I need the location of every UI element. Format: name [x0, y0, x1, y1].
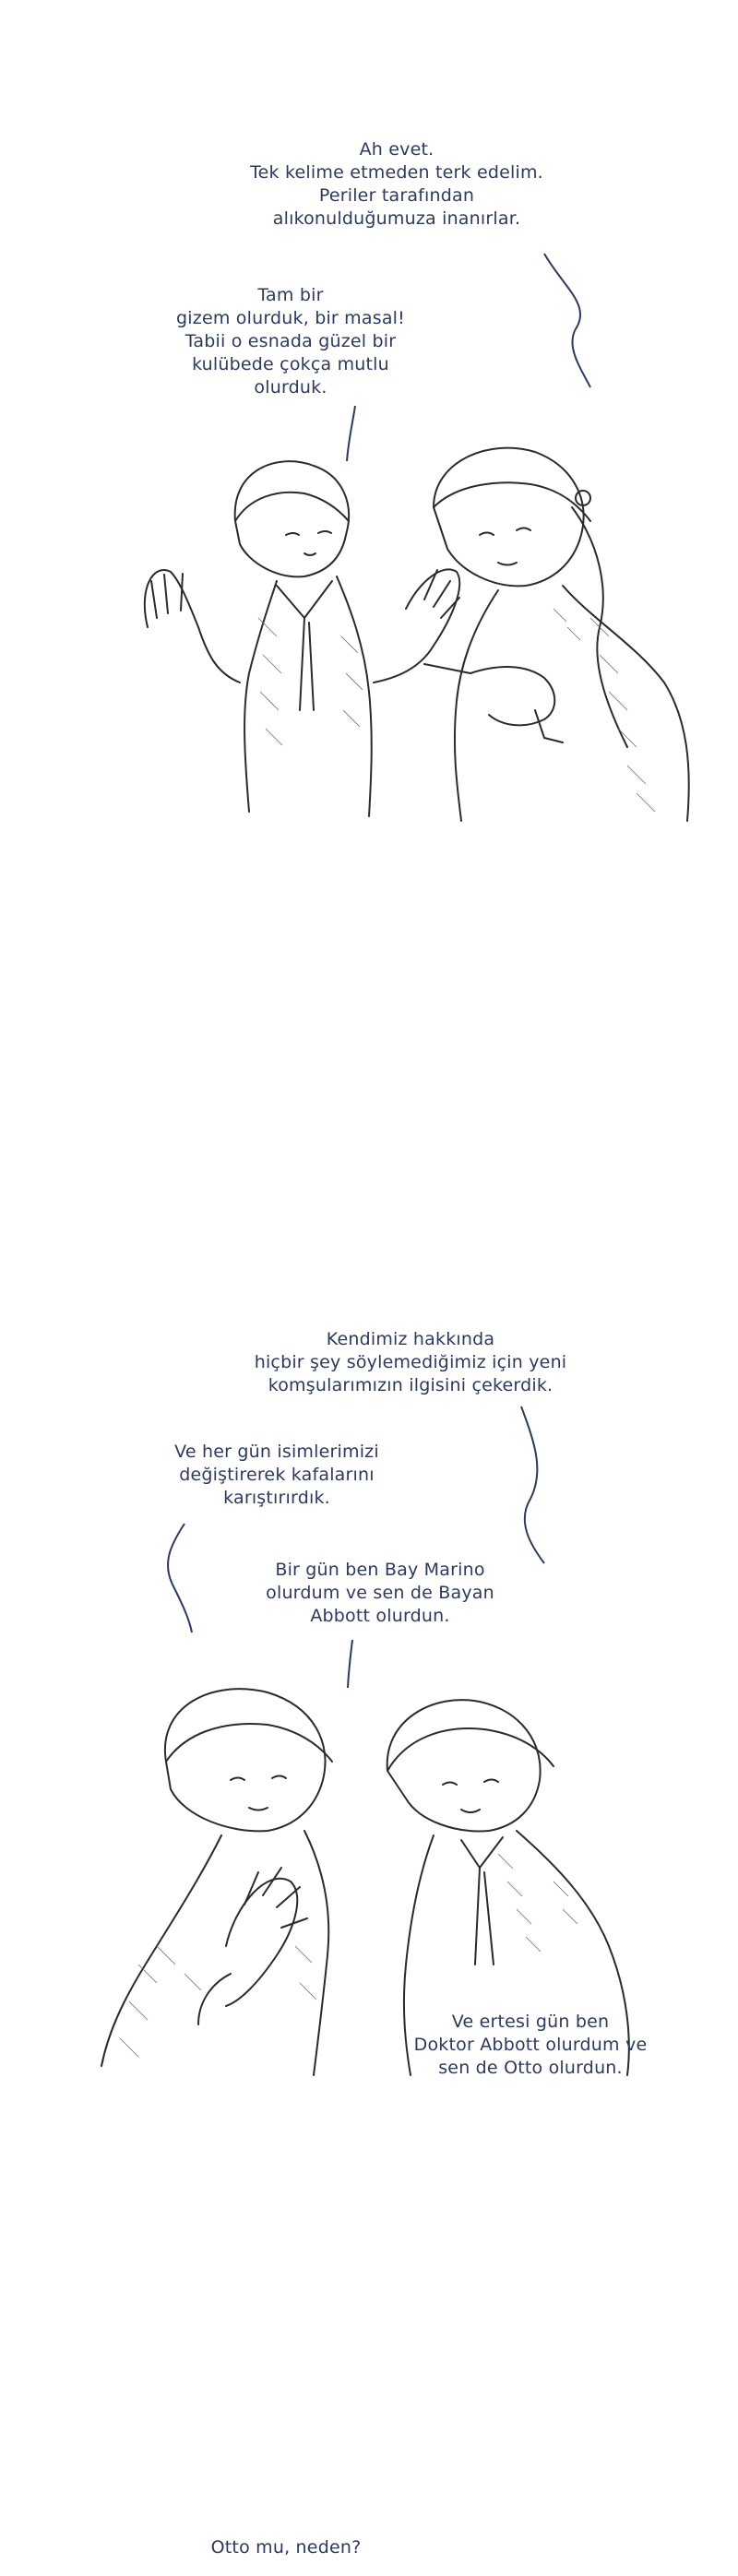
panel-1 — [0, 0, 738, 830]
speech-bubble-ah-evet: Ah evet. Tek kelime etmeden terk edelim. Periler tarafından alıkonulduğumuza inanırlar. — [250, 139, 543, 229]
speech-bubble-kendimiz-hakkinda: Kendimiz hakkında hiçbir şey söylemediğimiz için yeni komşularımızın ilgisini çekerdik. — [254, 1329, 567, 1395]
speech-bubble-tam-bir-gizem: Tam bir gizem olurduk, bir masal! Tabii o esnada güzel bir kulübede çokça mutlu olurduk. — [176, 285, 405, 398]
speech-bubble-ve-ertesi-gun: Ve ertesi gün ben Doktor Abbott olurdum ve sen de Otto olurdun. — [413, 2012, 648, 2078]
speech-bubble-ve-her-gun: Ve her gün isimlerimizi değiştirerek kafalarını karıştırırdık. — [174, 1442, 379, 1508]
speech-bubble-otto-mu: Otto mu, neden? — [210, 2537, 362, 2558]
panel-2 — [0, 1282, 738, 2131]
panel-1-illustration — [0, 433, 738, 830]
speech-bubble-bir-gun: Bir gün ben Bay Marino olurdum ve sen de Bayan Abbott olurdun. — [266, 1560, 494, 1626]
panel-3 — [0, 2509, 738, 2576]
